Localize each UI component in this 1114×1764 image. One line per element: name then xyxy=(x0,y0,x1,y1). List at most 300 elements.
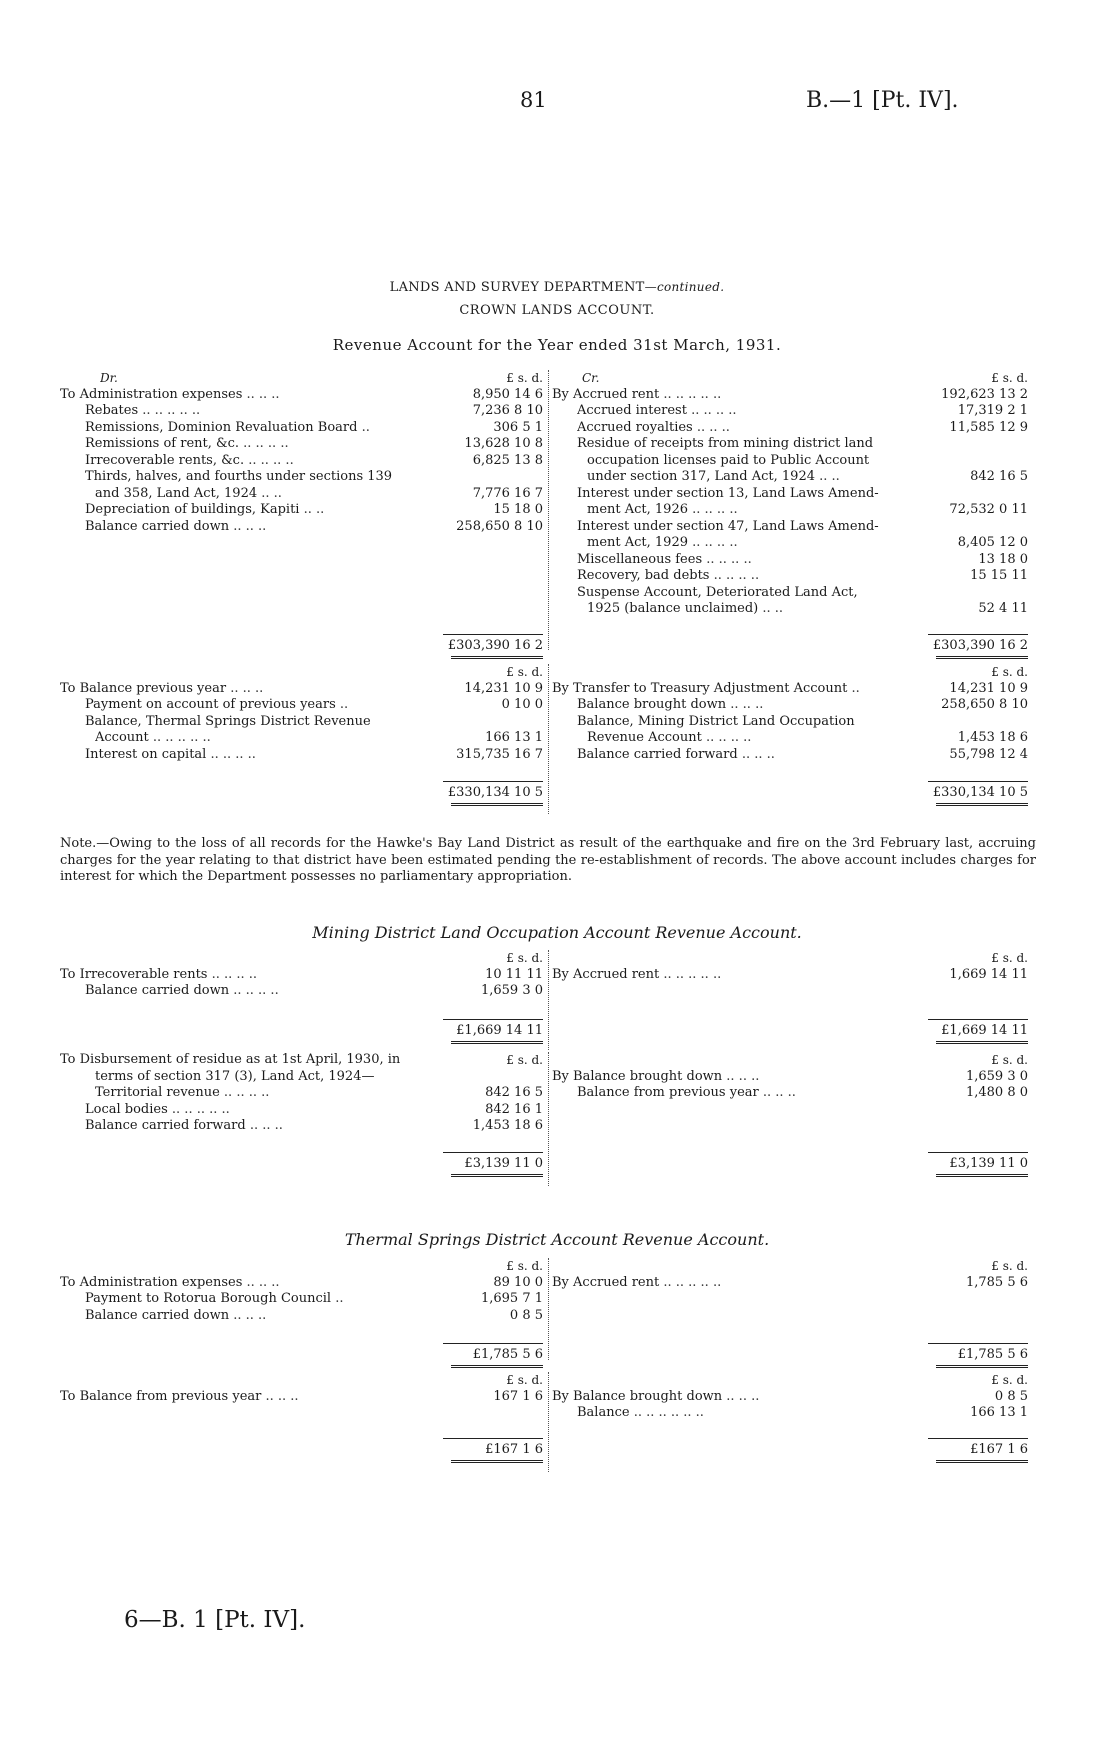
row-label-text: Balance brought down xyxy=(577,697,727,712)
row-label xyxy=(587,502,738,519)
row-amount: 7,236 8 10 xyxy=(472,403,543,418)
ledger-row xyxy=(552,1085,1032,1102)
leader-dots: .. .. .. .. xyxy=(701,730,752,745)
leader-dots: .. .. .. xyxy=(229,518,267,534)
ledger-row xyxy=(552,730,1032,747)
row-label xyxy=(85,436,289,453)
ledger-row xyxy=(60,681,547,698)
lsd-header: £ s. d. xyxy=(991,1259,1028,1273)
ledger-row xyxy=(60,1308,547,1325)
ledger-row xyxy=(552,535,1032,552)
row-label xyxy=(552,1275,721,1292)
lsd-header: £ s. d. xyxy=(506,1259,543,1273)
lsd-header: £ s. d. xyxy=(991,1053,1028,1067)
leader-dots: .. .. .. .. xyxy=(206,746,256,762)
row-label-text: and 358, Land Act, 1924 xyxy=(95,485,258,501)
row-label-text: To Disbursement of residue as at 1st April, 1930, in xyxy=(60,1052,401,1067)
total-amount: £167 1 6 xyxy=(443,1438,543,1459)
row-label xyxy=(577,747,775,764)
row-label xyxy=(85,697,348,714)
row-amount: 89 10 0 xyxy=(493,1274,543,1290)
row-amount: 258,650 8 10 xyxy=(456,518,543,534)
row-label xyxy=(85,983,279,1000)
row-amount: 1,669 14 11 xyxy=(949,966,1028,982)
cr-label: Cr. xyxy=(582,371,600,385)
row-label-text: Remissions of rent, &c. xyxy=(85,436,239,451)
row-label-text: Interest on capital xyxy=(85,746,207,762)
row-label xyxy=(577,585,858,602)
row-amount: 11,585 12 9 xyxy=(949,419,1028,435)
row-label-text: Suspense Account, Deteriorated Land Act, xyxy=(577,584,858,600)
row-label xyxy=(60,967,257,984)
total-amount: £303,390 16 2 xyxy=(443,634,543,655)
leader-dots: .. .. .. .. xyxy=(709,568,760,583)
row-label xyxy=(60,1389,299,1406)
row-label xyxy=(587,601,783,618)
row-label xyxy=(552,967,721,984)
row-label-text: Interest under section 13, Land Laws Amend- xyxy=(577,485,879,501)
row-amount: 8,950 14 6 xyxy=(472,386,543,402)
row-label-text: Territorial revenue xyxy=(95,1085,220,1100)
column-header xyxy=(552,1052,1032,1069)
leader-dots: .. .. .. xyxy=(261,1388,299,1404)
row-label xyxy=(95,730,211,747)
thermal-account-block-1 xyxy=(60,1258,1032,1360)
row-label xyxy=(60,681,263,698)
row-label xyxy=(577,1085,796,1102)
lsd-header: £ s. d. xyxy=(506,665,543,679)
lsd-header: £ s. d. xyxy=(506,951,543,965)
department-name: LANDS AND SURVEY DEPARTMENT xyxy=(389,280,645,295)
ledger-row xyxy=(552,420,1032,437)
leader-dots: .. .. .. xyxy=(245,1118,283,1133)
ledger-row xyxy=(60,486,547,503)
ledger-row xyxy=(60,1389,547,1406)
ledger-row xyxy=(60,967,547,984)
row-amount: 1,659 3 0 xyxy=(965,1068,1028,1084)
ledger-row xyxy=(60,1291,547,1308)
row-amount: 0 10 0 xyxy=(501,697,543,712)
leader-dots: .. .. .. xyxy=(722,1068,760,1084)
leader-dots: .. .. xyxy=(257,485,282,501)
mining-account-block-2 xyxy=(60,1052,1032,1186)
ledger-row xyxy=(60,420,547,437)
row-label-text: Balance, Thermal Springs District Revenue xyxy=(85,713,371,729)
row-amount: 306 5 1 xyxy=(493,419,543,435)
leader-dots: .. .. .. xyxy=(242,386,280,402)
column-header xyxy=(552,1372,1032,1389)
leader-dots: .. .. .. xyxy=(242,1274,280,1290)
row-label-text: To Administration expenses xyxy=(60,386,243,402)
crown-credit-side-2 xyxy=(552,664,1032,763)
row-label-text: Accrued interest xyxy=(577,403,687,418)
ledger-row xyxy=(552,519,1032,536)
ledger-row xyxy=(552,453,1032,470)
row-label xyxy=(85,453,294,470)
ledger-row xyxy=(60,469,547,486)
thermal-account-block-2 xyxy=(60,1372,1032,1472)
ledger-row xyxy=(552,714,1032,731)
row-label-text: under section 317, Land Act, 1924 xyxy=(587,469,815,484)
row-label-text: terms of section 317 (3), Land Act, 1924— xyxy=(95,1068,375,1084)
row-amount: 55,798 12 4 xyxy=(949,746,1028,762)
leader-dots: .. .. .. .. xyxy=(207,966,258,982)
ledger-row xyxy=(552,568,1032,585)
row-amount: 17,319 2 1 xyxy=(957,403,1028,418)
continued-label: —continued. xyxy=(644,280,725,294)
leader-dots: .. .. .. .. xyxy=(702,551,752,567)
row-amount: 166 13 1 xyxy=(485,730,543,745)
row-label xyxy=(60,387,280,404)
column-header xyxy=(60,664,547,681)
row-amount: 842 16 5 xyxy=(970,469,1028,484)
row-label-text: ment Act, 1926 xyxy=(587,502,688,517)
row-amount: 1,453 18 6 xyxy=(472,1118,543,1133)
row-label-text: By Accrued rent xyxy=(552,1274,660,1290)
row-label xyxy=(552,387,721,404)
total-amount: £3,139 11 0 xyxy=(443,1152,543,1173)
row-label xyxy=(577,697,763,714)
ledger-row xyxy=(552,585,1032,602)
row-label xyxy=(85,420,370,437)
row-label-text: Remissions, Dominion Revaluation Board xyxy=(85,419,358,435)
department-heading xyxy=(0,280,1114,295)
row-label xyxy=(85,714,371,731)
leader-dots: .. .. .. .. xyxy=(688,535,738,550)
row-label-text: By Balance brought down xyxy=(552,1068,723,1084)
ledger-row xyxy=(60,730,547,747)
leader-dots: .. .. .. .. .. xyxy=(167,1101,230,1117)
column-divider xyxy=(548,1258,549,1360)
ledger-row xyxy=(552,502,1032,519)
ledger-row xyxy=(60,502,547,519)
row-amount: 1,453 18 6 xyxy=(957,730,1028,745)
crown-account-block-1 xyxy=(60,370,1032,653)
leader-dots: .. .. .. .. xyxy=(688,502,738,517)
ledger-row xyxy=(60,453,547,470)
total-amount: £1,785 5 6 xyxy=(443,1343,543,1364)
lsd-header: £ s. d. xyxy=(506,1053,543,1067)
row-amount: 166 13 1 xyxy=(970,1405,1028,1420)
total-amount: £1,669 14 11 xyxy=(928,1019,1028,1040)
lsd-header: £ s. d. xyxy=(506,371,543,385)
row-label-text: ment Act, 1929 xyxy=(587,535,688,550)
mining-account-title: Mining District Land Occupation Account Revenue Account. xyxy=(312,923,802,942)
total-amount: £3,139 11 0 xyxy=(928,1152,1028,1173)
lsd-header: £ s. d. xyxy=(506,1373,543,1387)
row-label-text: To Balance previous year xyxy=(60,680,227,696)
row-label-text: To Irrecoverable rents xyxy=(60,966,208,982)
column-divider xyxy=(548,370,549,650)
ledger-row xyxy=(60,714,547,731)
row-label xyxy=(577,420,730,437)
ledger-row xyxy=(552,697,1032,714)
row-label-text: Balance carried forward xyxy=(577,746,738,762)
leader-dots: .. .. .. .. xyxy=(219,1085,270,1100)
row-label xyxy=(85,403,200,420)
leader-dots: .. .. .. .. xyxy=(244,452,294,468)
row-label-text: By Accrued rent xyxy=(552,966,660,982)
column-divider xyxy=(548,1052,549,1186)
row-amount: 6,825 13 8 xyxy=(472,452,543,468)
column-header xyxy=(60,950,547,967)
row-amount: 13,628 10 8 xyxy=(464,436,543,451)
row-label-text: Thirds, halves, and fourths under sections 139 xyxy=(85,469,393,484)
lsd-header: £ s. d. xyxy=(991,1373,1028,1387)
row-label xyxy=(577,486,879,503)
lsd-header: £ s. d. xyxy=(991,371,1028,385)
leader-dots: .. .. .. .. .. xyxy=(138,403,201,418)
row-label-text: Balance carried down xyxy=(85,983,230,998)
total-amount: £303,390 16 2 xyxy=(928,634,1028,655)
ledger-row xyxy=(60,1118,547,1135)
ledger-row xyxy=(552,403,1032,420)
mining-account-block-1 xyxy=(60,950,1032,1050)
ledger-row xyxy=(552,1389,1032,1406)
row-label-text: Residue of receipts from mining district land xyxy=(577,436,874,451)
row-label xyxy=(85,1291,343,1308)
row-label-text: Balance carried down xyxy=(85,1307,230,1323)
ledger-row xyxy=(552,486,1032,503)
thermal-debit-side-1 xyxy=(60,1258,547,1324)
row-label xyxy=(552,1069,759,1086)
mining-credit-side-2 xyxy=(552,1052,1032,1102)
row-amount: 167 1 6 xyxy=(493,1388,543,1404)
column-header xyxy=(552,664,1032,681)
row-label-text: Miscellaneous fees xyxy=(577,551,703,567)
row-label xyxy=(85,1102,230,1119)
row-label xyxy=(587,730,751,747)
ledger-row xyxy=(60,519,547,536)
ledger-row xyxy=(552,1275,1032,1292)
row-amount: 13 18 0 xyxy=(978,551,1028,567)
total-amount: £167 1 6 xyxy=(928,1438,1028,1459)
row-label-text: Balance xyxy=(577,1405,630,1420)
leader-dots: .. .. .. .. .. xyxy=(659,1274,722,1290)
ledger-row xyxy=(552,1405,1032,1422)
thermal-credit-side-1 xyxy=(552,1258,1032,1291)
leader-dots: .. .. .. .. xyxy=(239,436,289,451)
leader-dots: .. .. .. .. .. xyxy=(659,386,722,402)
row-label-text: By Transfer to Treasury Adjustment Account xyxy=(552,680,848,696)
row-label-text: Balance, Mining District Land Occupation xyxy=(577,713,855,729)
thermal-account-title: Thermal Springs District Account Revenue Account. xyxy=(344,1230,770,1249)
mining-debit-side-2 xyxy=(60,1052,547,1135)
row-label xyxy=(85,519,266,536)
row-label-text: Interest under section 47, Land Laws Amend- xyxy=(577,518,879,534)
row-label xyxy=(85,1308,266,1325)
account-heading: CROWN LANDS ACCOUNT. xyxy=(459,303,655,318)
row-label xyxy=(85,502,324,519)
thermal-credit-side-2 xyxy=(552,1372,1032,1422)
row-label-text: 1925 (balance unclaimed) xyxy=(587,601,759,616)
leader-dots: .. .. .. xyxy=(226,680,264,696)
leader-dots: .. .. .. xyxy=(229,1307,267,1323)
row-label xyxy=(85,469,392,486)
column-header xyxy=(552,370,1032,387)
row-label-text: Account xyxy=(95,730,149,745)
row-label-text: Recovery, bad debts xyxy=(577,568,710,583)
row-amount: 842 16 1 xyxy=(485,1101,543,1117)
total-amount: £1,669 14 11 xyxy=(443,1019,543,1040)
row-amount: 72,532 0 11 xyxy=(949,502,1028,517)
ledger-row xyxy=(552,469,1032,486)
leader-dots: .. xyxy=(331,1291,344,1306)
ledger-row xyxy=(552,387,1032,404)
row-label-text: Balance from previous year xyxy=(577,1085,759,1100)
leader-dots: .. .. .. .. xyxy=(229,983,279,998)
row-label-text: occupation licenses paid to Public Account xyxy=(587,452,870,468)
column-header xyxy=(552,1258,1032,1275)
ledger-row xyxy=(60,1052,547,1069)
row-label-text: Payment on account of previous years xyxy=(85,697,336,712)
leader-dots: .. .. xyxy=(815,469,840,484)
ledger-row xyxy=(60,1069,547,1086)
leader-dots: .. .. .. xyxy=(692,419,730,435)
row-label xyxy=(587,535,738,552)
row-label-text: Balance carried down xyxy=(85,518,230,534)
row-label xyxy=(587,453,869,470)
ledger-row xyxy=(552,601,1032,618)
ledger-row xyxy=(60,1085,547,1102)
leader-dots: .. .. .. .. .. xyxy=(659,966,722,982)
row-label-text: To Administration expenses xyxy=(60,1274,243,1290)
total-amount: £1,785 5 6 xyxy=(928,1343,1028,1364)
crown-debit-side-1 xyxy=(60,370,547,535)
row-amount: 15 15 11 xyxy=(970,568,1028,583)
row-label-text: By Balance brought down xyxy=(552,1388,723,1404)
leader-dots: .. xyxy=(357,419,370,435)
row-label xyxy=(60,1052,400,1069)
ledger-row xyxy=(552,552,1032,569)
row-amount: 0 8 5 xyxy=(509,1307,543,1323)
column-header xyxy=(60,1372,547,1389)
leader-dots: .. .. xyxy=(299,502,325,517)
row-label-text: Local bodies xyxy=(85,1101,168,1117)
row-amount: 8,405 12 0 xyxy=(957,535,1028,550)
ledger-row xyxy=(552,967,1032,984)
row-label xyxy=(95,1085,269,1102)
row-amount: 1,785 5 6 xyxy=(965,1274,1028,1290)
row-amount: 1,659 3 0 xyxy=(480,983,543,998)
row-amount: 1,695 7 1 xyxy=(480,1291,543,1306)
lsd-header: £ s. d. xyxy=(991,951,1028,965)
ledger-row xyxy=(60,1275,547,1292)
column-header xyxy=(60,370,547,387)
row-amount: 14,231 10 9 xyxy=(464,680,543,696)
page-footer: 6—B. 1 [Pt. IV]. xyxy=(124,1607,306,1633)
ledger-row xyxy=(552,681,1032,698)
leader-dots: .. xyxy=(847,680,860,696)
row-amount: 0 8 5 xyxy=(994,1388,1028,1404)
row-label-text: Rebates xyxy=(85,403,139,418)
row-label xyxy=(552,681,860,698)
crown-account-block-2 xyxy=(60,664,1032,814)
row-amount: 258,650 8 10 xyxy=(941,697,1028,712)
ledger-row xyxy=(60,983,547,1000)
dr-label: Dr. xyxy=(100,371,118,385)
row-label xyxy=(577,519,879,536)
row-label-text: Accrued royalties xyxy=(577,419,693,435)
row-label xyxy=(95,1069,374,1086)
column-divider xyxy=(548,664,549,814)
crown-debit-side-2 xyxy=(60,664,547,763)
column-divider xyxy=(548,1372,549,1472)
leader-dots: .. .. .. .. xyxy=(686,403,737,418)
column-divider xyxy=(548,950,549,1050)
row-label-text: Balance carried forward xyxy=(85,1118,246,1133)
leader-dots: .. .. .. xyxy=(758,1085,796,1100)
row-label xyxy=(577,403,737,420)
revenue-heading: Revenue Account for the Year ended 31st March, 1931. xyxy=(332,336,782,354)
crown-credit-side-1 xyxy=(552,370,1032,618)
row-amount: 15 18 0 xyxy=(493,502,543,517)
ledger-row xyxy=(60,697,547,714)
total-amount: £330,134 10 5 xyxy=(443,781,543,802)
row-label-text: Depreciation of buildings, Kapiti xyxy=(85,502,300,517)
row-label xyxy=(95,486,282,503)
mining-debit-side-1 xyxy=(60,950,547,1000)
lsd-header: £ s. d. xyxy=(991,665,1028,679)
leader-dots: .. .. .. .. .. .. xyxy=(629,1405,704,1420)
row-label xyxy=(577,714,855,731)
row-label xyxy=(552,1389,759,1406)
row-label xyxy=(577,568,759,585)
row-label xyxy=(85,1118,283,1135)
row-amount: 7,776 16 7 xyxy=(472,485,543,501)
row-label xyxy=(577,1405,704,1422)
leader-dots: .. .. .. xyxy=(722,1388,760,1404)
row-label xyxy=(85,747,256,764)
row-amount: 14,231 10 9 xyxy=(949,680,1028,696)
account-note: Note.—Owing to the loss of all records for the Hawke's Bay Land District as result of the earthquake and fire on the 3rd February last, accruing charges for the year relating to that district have been estimated pending the re-establishment of records. The above account includes charges for interest for which the Department possesses no parliamentary appropriation. xyxy=(60,836,1036,884)
leader-dots: .. xyxy=(335,697,349,712)
ledger-row xyxy=(60,387,547,404)
column-header xyxy=(552,950,1032,967)
leader-dots: .. .. .. xyxy=(726,697,764,712)
mining-credit-side-1 xyxy=(552,950,1032,983)
row-amount: 192,623 13 2 xyxy=(941,386,1028,402)
row-amount: 10 11 11 xyxy=(485,966,543,982)
ledger-row xyxy=(60,436,547,453)
row-label xyxy=(577,436,873,453)
row-label-text: Revenue Account xyxy=(587,730,702,745)
column-header xyxy=(60,1258,547,1275)
ledger-row xyxy=(60,747,547,764)
leader-dots: .. .. xyxy=(758,601,784,616)
row-amount: 52 4 11 xyxy=(978,601,1028,616)
row-label xyxy=(577,552,752,569)
row-label xyxy=(60,1275,280,1292)
leader-dots: .. .. .. xyxy=(737,746,775,762)
ledger-row xyxy=(552,1069,1032,1086)
row-label-text: Irrecoverable rents, &c. xyxy=(85,452,245,468)
row-label-text: By Accrued rent xyxy=(552,386,660,402)
ledger-row xyxy=(60,1102,547,1119)
ledger-row xyxy=(552,436,1032,453)
row-label-text: To Balance from previous year xyxy=(60,1388,262,1404)
document-reference: B.—1 [Pt. IV]. xyxy=(806,88,959,113)
row-label-text: Payment to Rotorua Borough Council xyxy=(85,1291,332,1306)
row-label xyxy=(587,469,840,486)
ledger-row xyxy=(552,747,1032,764)
leader-dots: .. .. .. .. .. xyxy=(148,730,211,745)
total-amount: £330,134 10 5 xyxy=(928,781,1028,802)
row-amount: 842 16 5 xyxy=(485,1085,543,1100)
row-amount: 315,735 16 7 xyxy=(456,746,543,762)
row-amount: 1,480 8 0 xyxy=(965,1085,1028,1100)
thermal-debit-side-2 xyxy=(60,1372,547,1405)
